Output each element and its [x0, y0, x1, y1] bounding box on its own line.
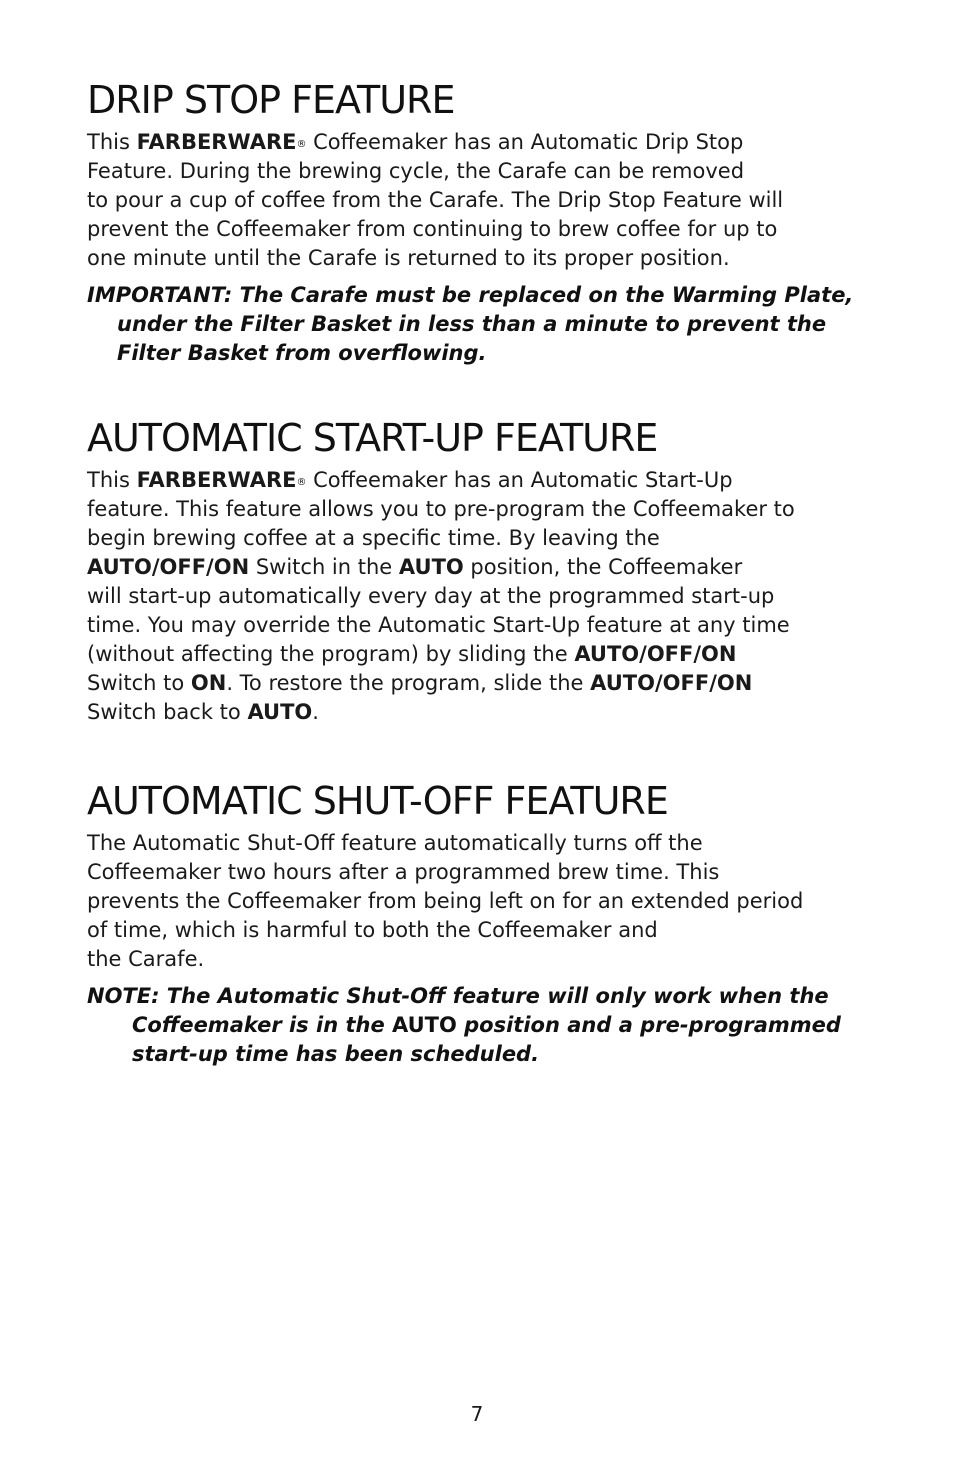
on-label: ON — [190, 671, 227, 695]
registered-mark: ® — [296, 477, 307, 488]
note-line: start-up time has been scheduled. — [132, 1042, 540, 1066]
important-note — [87, 281, 877, 368]
text-line: The Automatic Shut-Off feature automatically turns off the — [87, 831, 703, 855]
auto-label: AUTO — [247, 700, 313, 724]
text-run: Coffeemaker has an Automatic Start-Up — [306, 468, 733, 492]
text-line: time. You may override the Automatic Start-Up feature at any time — [87, 613, 790, 637]
note-line: Filter Basket from overflowing. — [117, 341, 487, 365]
switch-name: AUTO/OFF/ON — [87, 555, 250, 579]
auto-label: AUTO — [392, 1013, 457, 1037]
manual-page — [87, 78, 877, 1121]
text-line — [87, 466, 877, 495]
text-run: This — [87, 130, 137, 154]
text-line: the Carafe. — [87, 947, 205, 971]
text-line: to pour a cup of coffee from the Carafe. The Drip Stop Feature will — [87, 188, 784, 212]
text-run: position, the Coffeemaker — [463, 555, 743, 579]
shut-off-paragraph — [87, 829, 877, 974]
start-up-paragraph — [87, 466, 877, 727]
text-line: will start-up automatically every day at the programmed start-up — [87, 584, 775, 608]
text-run: . To restore the program, slide the — [226, 671, 591, 695]
text-run: This — [87, 468, 137, 492]
text-line: Feature. During the brewing cycle, the Carafe can be removed — [87, 159, 745, 183]
text-run: . — [312, 700, 319, 724]
note-line: IMPORTANT: The Carafe must be replaced on the Warming Plate, — [87, 283, 854, 307]
text-run: Switch in the — [249, 555, 399, 579]
text-line — [87, 640, 877, 669]
text-line — [87, 553, 877, 582]
text-line: Coffeemaker two hours after a programmed brew time. This — [87, 860, 720, 884]
auto-label: AUTO — [398, 555, 464, 579]
drip-stop-paragraph — [87, 128, 877, 273]
text-line — [87, 698, 877, 727]
page-number: 7 — [470, 1402, 484, 1426]
shut-off-section — [87, 779, 877, 1069]
text-run: position and a pre-programmed — [456, 1013, 841, 1037]
drip-stop-section — [87, 78, 877, 368]
start-up-section — [87, 416, 877, 727]
text-run: Switch back to — [87, 700, 248, 724]
text-run: Switch to — [87, 671, 191, 695]
drip-stop-heading: DRIP STOP FEATURE — [87, 78, 455, 122]
note-line: NOTE: The Automatic Shut-Off feature will only work when the — [87, 984, 829, 1008]
switch-name: AUTO/OFF/ON — [574, 642, 737, 666]
shut-off-heading: AUTOMATIC SHUT-OFF FEATURE — [87, 779, 668, 823]
text-line: prevent the Coffeemaker from continuing to brew coffee for up to — [87, 217, 778, 241]
shut-off-note — [87, 982, 877, 1069]
note-line — [87, 1011, 877, 1040]
text-run: (without affecting the program) by sliding the — [87, 642, 575, 666]
brand-name: FARBERWARE — [136, 468, 297, 492]
text-line — [87, 669, 877, 698]
text-run: Coffeemaker has an Automatic Drip Stop — [306, 130, 744, 154]
text-line: feature. This feature allows you to pre-program the Coffeemaker to — [87, 497, 795, 521]
text-line: one minute until the Carafe is returned to its proper position. — [87, 246, 730, 270]
switch-name: AUTO/OFF/ON — [590, 671, 753, 695]
text-run: Coffeemaker is in the — [132, 1013, 392, 1037]
registered-mark: ® — [296, 139, 307, 150]
text-line — [87, 128, 877, 157]
text-line: prevents the Coffeemaker from being left on for an extended period — [87, 889, 804, 913]
note-line: under the Filter Basket in less than a minute to prevent the — [117, 312, 827, 336]
text-line: of time, which is harmful to both the Coffeemaker and — [87, 918, 658, 942]
brand-name: FARBERWARE — [136, 130, 297, 154]
text-line: begin brewing coffee at a specific time. By leaving the — [87, 526, 660, 550]
start-up-heading: AUTOMATIC START-UP FEATURE — [87, 416, 658, 460]
